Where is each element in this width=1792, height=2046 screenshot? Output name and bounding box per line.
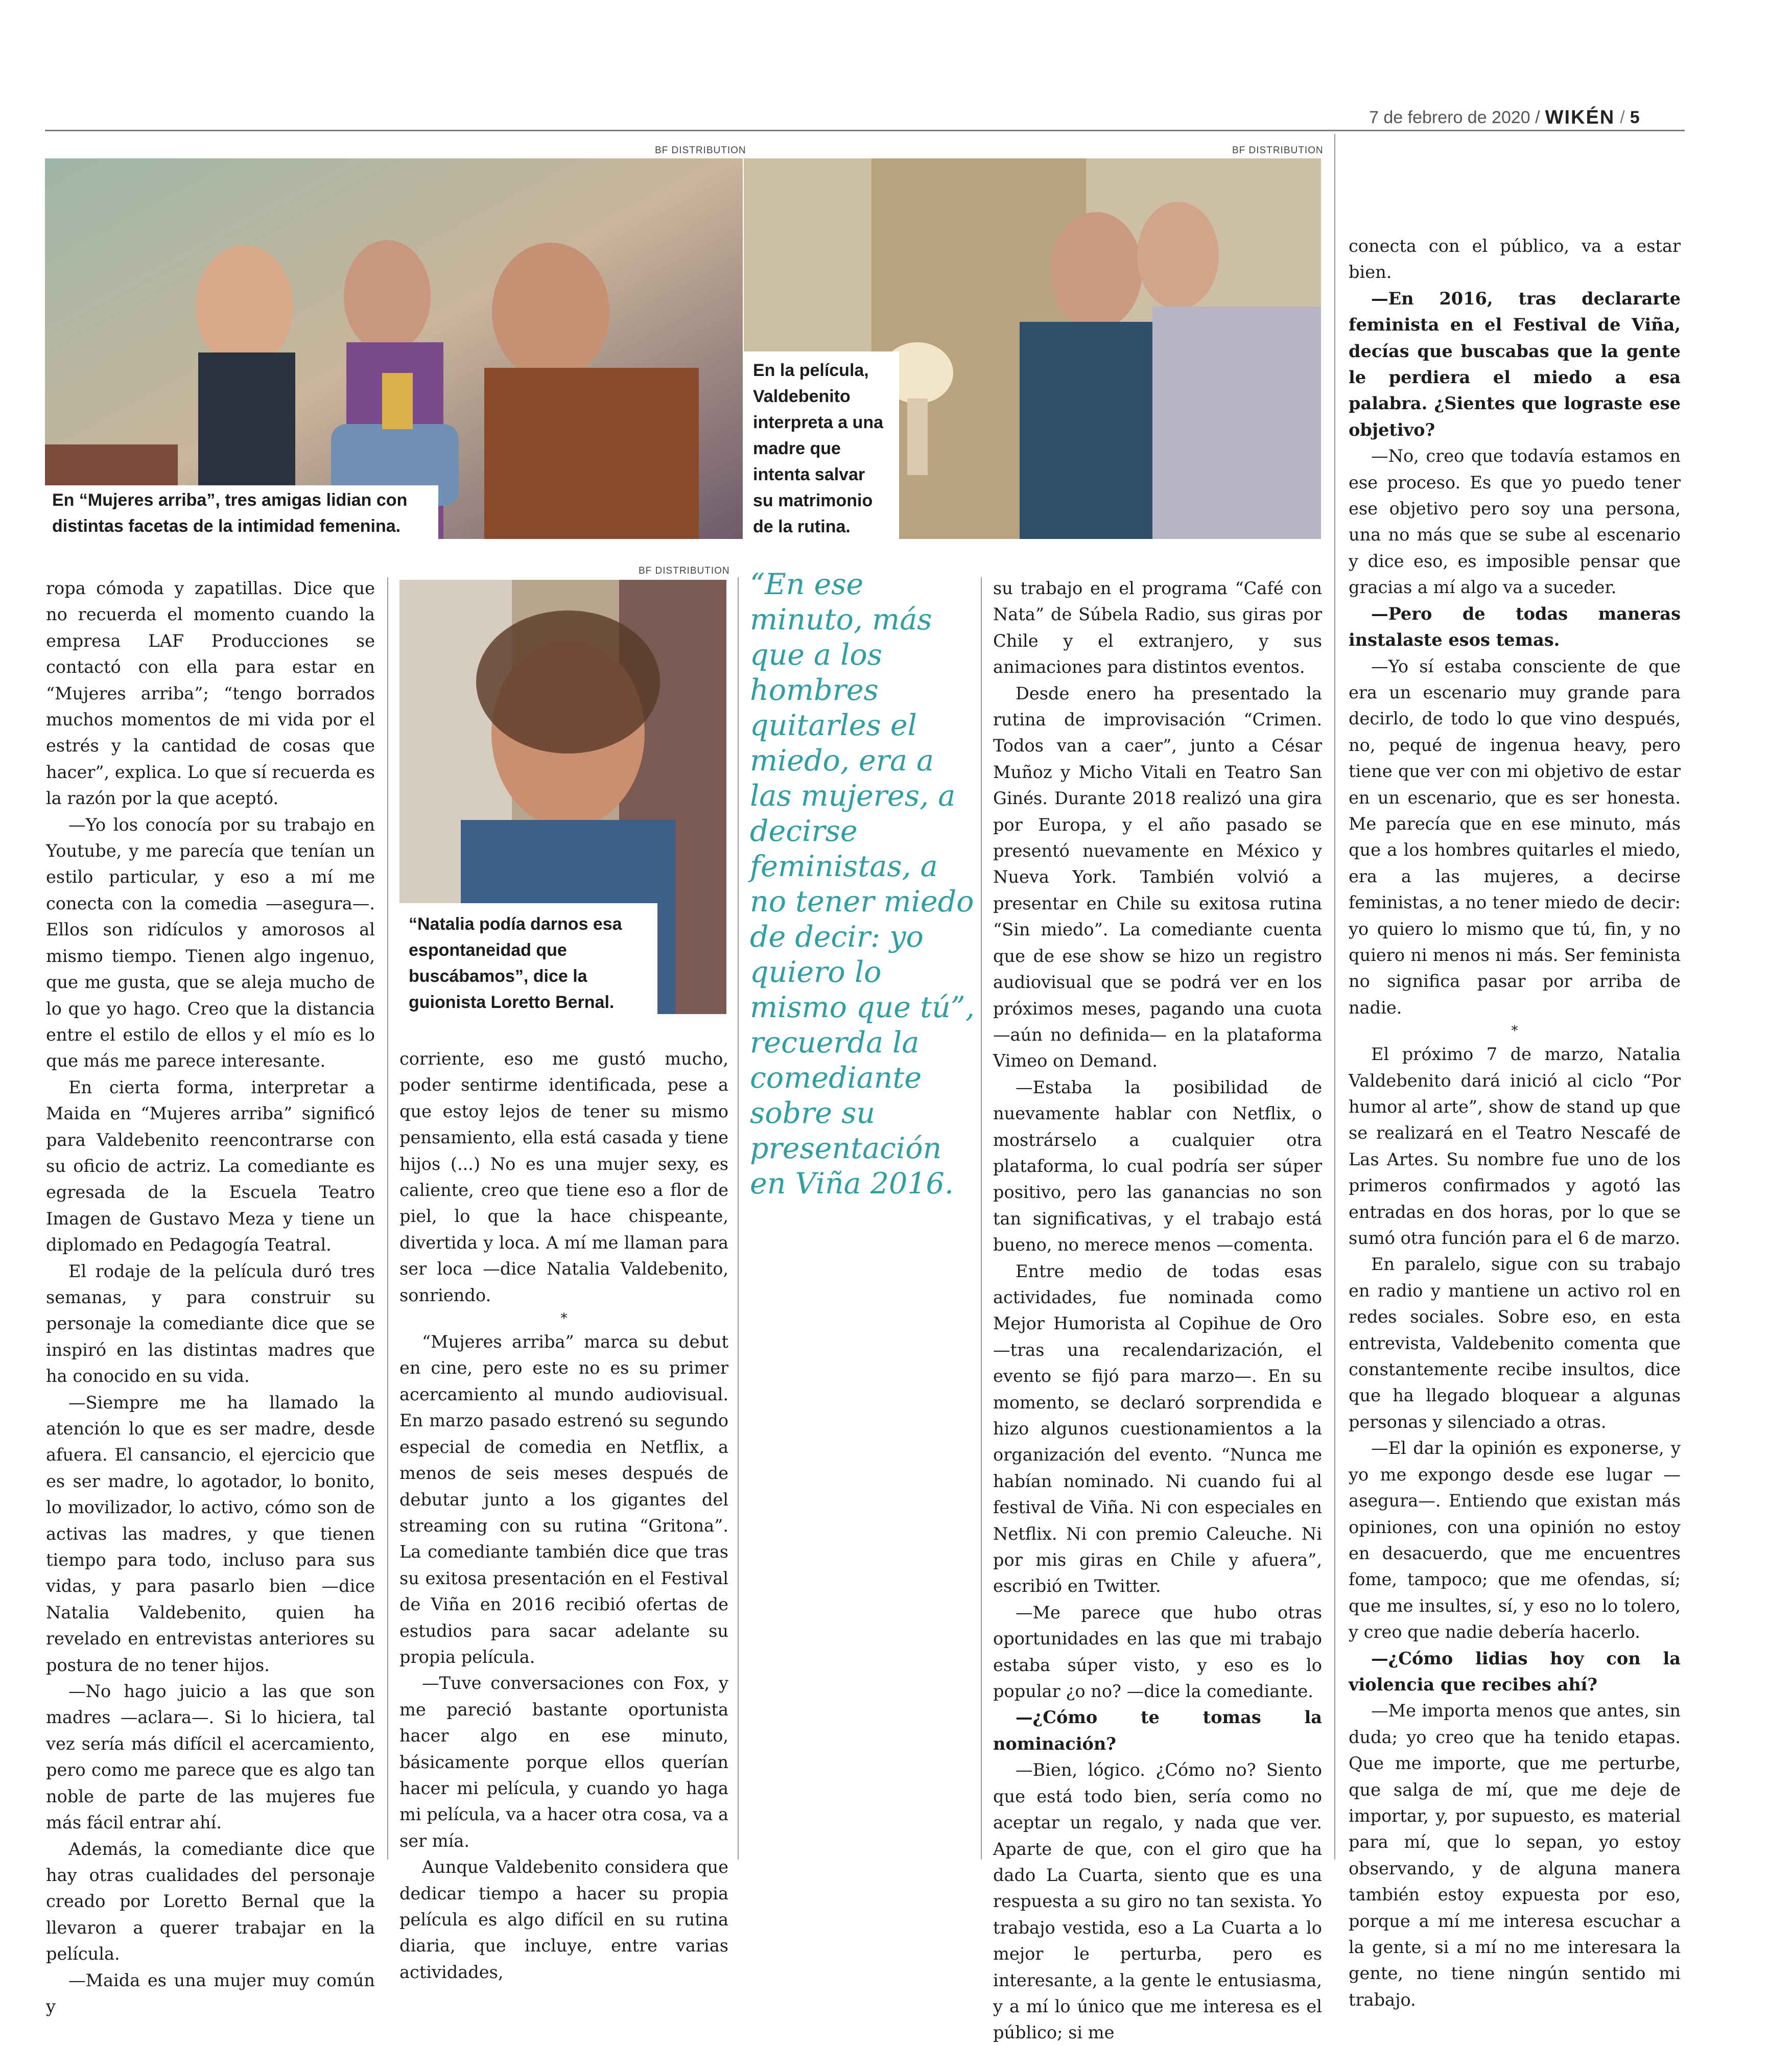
photo-three-friends-image bbox=[45, 158, 743, 539]
photo3-caption: “Natalia podía darnos esa espontaneidad que buscábamos”, dice la guionista Loretto Bernal. bbox=[399, 903, 657, 1014]
issue-date: 7 de febrero de 2020 / bbox=[1369, 107, 1540, 127]
paragraph: —Me importa menos que antes, sin duda; yo creo que ha tenido etapas. Que me importe, que me perturbe, que salga de mí, que me deje de importar, y, por supuesto, es material para mí, que lo sepan, yo estoy observando, y de alguna manera también estoy expuesta por eso, porque a mí me interesa escuchar a la gente, si a mí no me interesara la gente, no tiene ningún sentido mi trabajo. bbox=[1349, 1701, 1681, 2010]
paragraph: —Yo los conocía por su trabajo en Youtube, y me parecía que tenían un estilo particular, y eso a mí me conecta con la comedia —asegura—. Ellos son ridículos y amorosos al mismo tiempo. Tienen algo ingenuo, que me gusta, que se aleja mucho de lo que yo hago. Creo que la distancia entre el estilo de ellos y el mío es lo que más me parece interesante. bbox=[46, 814, 375, 1071]
paragraph: —Maida es una mujer muy común y bbox=[46, 1970, 375, 2016]
photo-credit: BF DISTRIBUTION bbox=[639, 566, 730, 576]
paragraph: —No, creo que todavía estamos en ese proceso. Es que yo puedo tener ese objetivo pero soy una persona, una no más que se sube al escenario y dice eso, es imposible pensar que gracias a mí algo va a suceder. bbox=[1349, 446, 1681, 598]
pull-quote: “En ese minuto, más que a los hombres quitarles el miedo, era a las mujeres, a decirse feministas, a no tener miedo de decir: yo quiero lo mismo que tú”, recuerda la comediante sobre su presentación en Viña 2016. bbox=[750, 568, 975, 1201]
paragraph: Entre medio de todas esas actividades, fue nominada como Mejor Humorista al Copihue de Oro —tras una recalendarización, el evento se fijó para marzo—. En su momento, se declaró sorprendida e hizo algunos cuestionamientos a la organización del evento. “Nunca me habían nominado. Ni cuando fui al festival de Viña. Ni con especiales en Netflix. Ni con premio Caleuche. Ni por mis giras en Chile y afuera”, escribió en Twitter. bbox=[993, 1261, 1322, 1596]
paragraph: conecta con el público, va a estar bien. bbox=[1349, 236, 1681, 283]
paragraph: ropa cómoda y zapatillas. Dice que no recuerda el momento cuando la empresa LAF Producciones se contactó con ella para estar en “Mujeres arriba”; “tengo borrados muchos momentos de mi vida por el estrés y la cantidad de cosas que hacer”, explica. Lo que sí recuerda es la razón por la que aceptó. bbox=[46, 578, 375, 809]
section-separator: * bbox=[560, 1311, 568, 1327]
photo2-caption: En la película, Valdebenito interpreta a una madre que intenta salvar su matrimonio de la rutina. bbox=[744, 351, 899, 539]
paragraph: —El dar la opinión es exponerse, y yo me expongo desde ese lugar —asegura—. Entiendo que existan más opiniones, con una opinión no estoy en desacuerdo, que me encuentres fome, tampoco; que me ofendas, sí; que me insultes, sí, y eso no lo tolero, y creo que nadie debería hacerlo. bbox=[1349, 1438, 1681, 1642]
header-separator: / bbox=[1620, 107, 1625, 127]
paragraph: corriente, eso me gustó mucho, poder sentirme identificada, pese a que estoy lejos de tener su mismo pensamiento, ella está casada y tiene hijos (...) No es una mujer sexy, es caliente, creo que tiene eso a flor de piel, lo que la hace chispeante, divertida y loca. A mí me llaman para ser loca —dice Natalia Valdebenito, sonriendo. bbox=[399, 1049, 728, 1305]
paragraph: —Me parece que hubo otras oportunidades en las que mi trabajo estaba súper visto, y eso es lo popular ¿o no? —dice la comediante. bbox=[993, 1602, 1322, 1702]
text-column-4 bbox=[1349, 233, 1681, 2010]
photo1-caption: En “Mujeres arriba”, tres amigas lidian con distintas facetas de la intimidad femenina. bbox=[45, 485, 438, 539]
paragraph: —Estaba la posibilidad de nuevamente hablar con Netflix, o mostrárselo a cualquier otra plataforma, lo cual podría ser súper positivo, pero las ganancias no son tan significativas, y el trabajo está bueno, no merece menos —comenta. bbox=[993, 1077, 1322, 1255]
paragraph: En paralelo, sigue con su trabajo en radio y mantiene un activo rol en redes sociales. Sobre eso, en esta entrevista, Valdebenito comenta que constantemente recibe insultos, dice que ha llegado bloquear a algunas personas y silenciado a otras. bbox=[1349, 1254, 1681, 1432]
paragraph: “Mujeres arriba” marca su debut en cine, pero este no es su primer acercamiento al mundo audiovisual. En marzo pasado estrenó su segundo especial de comedia en Netflix, a menos de seis meses después de debutar junto a los gigantes del streaming con su rutina “Gritona”. La comediante también dice que tras su exitosa presentación en el Festival de Viña en 2016 recibió ofertas de estudios para sacar adelante su propia película. bbox=[399, 1332, 728, 1667]
photo-credit: BF DISTRIBUTION bbox=[655, 145, 746, 156]
photo-three-friends bbox=[45, 158, 743, 539]
interview-question: —En 2016, tras declararte feminista en el Festival de Viña, decías que buscabas que la gente le perdiera el miedo a esa palabra. ¿Sientes que lograste ese objetivo? bbox=[1349, 288, 1681, 440]
photo-credit: BF DISTRIBUTION bbox=[1232, 145, 1324, 156]
paragraph: —No hago juicio a las que son madres —aclara—. Si lo hiciera, tal vez sería más difícil el acercamiento, pero como me parece que es algo tan noble de parte de las mujeres fue más fácil entrar ahí. bbox=[46, 1681, 375, 1833]
paragraph: Aunque Valdebenito considera que dedicar tiempo a hacer su propia película es algo difícil en su rutina diaria, que incluye, entre varias actividades, bbox=[399, 1857, 728, 1982]
paragraph: Además, la comediante dice que hay otras cualidades del personaje creado por Loretto Bernal que la llevaron a querer trabajar en la película. bbox=[46, 1839, 375, 1964]
column-divider bbox=[738, 577, 739, 1860]
interview-question: —¿Cómo lidias hoy con la violencia que recibes ahí? bbox=[1349, 1648, 1681, 1695]
paragraph: En cierta forma, interpretar a Maida en “Mujeres arriba” significó para Valdebenito reencontrarse con su oficio de actriz. La comediante es egresada de la Escuela Teatro Imagen de Gustavo Meza y tiene un diplomado en Pedagogía Teatral. bbox=[46, 1077, 375, 1255]
paragraph: su trabajo en el programa “Café con Nata” de Súbela Radio, sus giras por Chile y el extranjero, y sus animaciones para distintos eventos. bbox=[993, 578, 1322, 677]
paragraph: —Bien, lógico. ¿Cómo no? Siento que está todo bien, sería como no aceptar un regalo, y nada que ver. Aparte de que, con el giro que ha dado La Cuarta, siento que es una respuesta a su giro no tan sexista. Yo trabajo vestida, eso a La Cuarta a lo mejor le perturba, pero es interesante, a la gente le entusiasma, y a mí lo único que me interesa es el público; si me bbox=[993, 1760, 1322, 2043]
page-number: 5 bbox=[1630, 107, 1640, 127]
column-divider bbox=[981, 577, 982, 1860]
paragraph: —Siempre me ha llamado la atención lo que es ser madre, desde afuera. El cansancio, el ejercicio que es ser madre, lo agotador, lo bonito, lo movilizador, lo activo, cómo son de activas las madres, y que tienen tiempo para todo, incluso para sus vidas, y para pasarlo bien —dice Natalia Valdebenito, quien ha revelado en entrevistas anteriores su postura de no tener hijos. bbox=[46, 1392, 375, 1675]
paragraph: El próximo 7 de marzo, Natalia Valdebenito dará inició al ciclo “Por humor al arte”, show de stand up que se realizará en el Teatro Nescafé de Las Artes. Su nombre fue uno de los primeros confirmados y agotó las entradas en dos horas, por lo que se sumó otra función para el 6 de marzo. bbox=[1349, 1044, 1681, 1249]
brand-logo: WIKÉN bbox=[1545, 106, 1615, 128]
text-column-1 bbox=[46, 575, 375, 2016]
text-column-3 bbox=[993, 575, 1322, 2043]
interview-question: —Pero de todas maneras instalaste esos temas. bbox=[1349, 603, 1681, 650]
section-separator: * bbox=[1511, 1023, 1518, 1039]
paragraph: Desde enero ha presentado la rutina de improvisación “Crimen. Todos van a caer”, junto a César Muñoz y Micho Vitali en Teatro San Ginés. Durante 2018 realizó una gira por Europa, y el año pasado se presentó nuevamente en México y Nueva York. También volvió a presentar en Chile su exitosa rutina “Sin miedo”. La comediante cuenta que de ese show se hizo un registro audiovisual que se podrá ver en los próximos meses, pagando una cuota —aún no definida— en la plataforma Vimeo on Demand. bbox=[993, 683, 1322, 1071]
paragraph: —Tuve conversaciones con Fox, y me pareció bastante oportunista hacer algo en ese minuto, básicamente porque ellos querían hacer mi película, y cuando yo haga mi película, va a hacer otra cosa, va a ser mía. bbox=[399, 1673, 728, 1851]
column-divider bbox=[387, 577, 388, 1860]
header-rule bbox=[45, 130, 1685, 131]
paragraph: —Yo sí estaba consciente de que era un escenario muy grande para decirlo, de todo lo que vino después, no, pequé de ingenua heavy, pero tiene que ver con mi objetivo de estar en un escenario, que es ser honesta. Me parecía que en ese minuto, más que a los hombres quitarles el miedo, era a las mujeres, a decirse feministas, a no tener miedo de decir: yo quiero lo mismo que tú, fin, y no quiero ni menos ni más. Ser feminista no significa pasar por arriba de nadie. bbox=[1349, 656, 1681, 1018]
paragraph: El rodaje de la película duró tres semanas, y para construir su personaje la comediante dice que se inspiró en las distintas madres que ha conocido en su vida. bbox=[46, 1261, 375, 1386]
text-column-2 bbox=[399, 1046, 728, 1982]
page-header bbox=[1369, 106, 1640, 129]
interview-question: —¿Cómo te tomas la nominación? bbox=[993, 1707, 1322, 1754]
column-divider bbox=[1334, 134, 1335, 1860]
